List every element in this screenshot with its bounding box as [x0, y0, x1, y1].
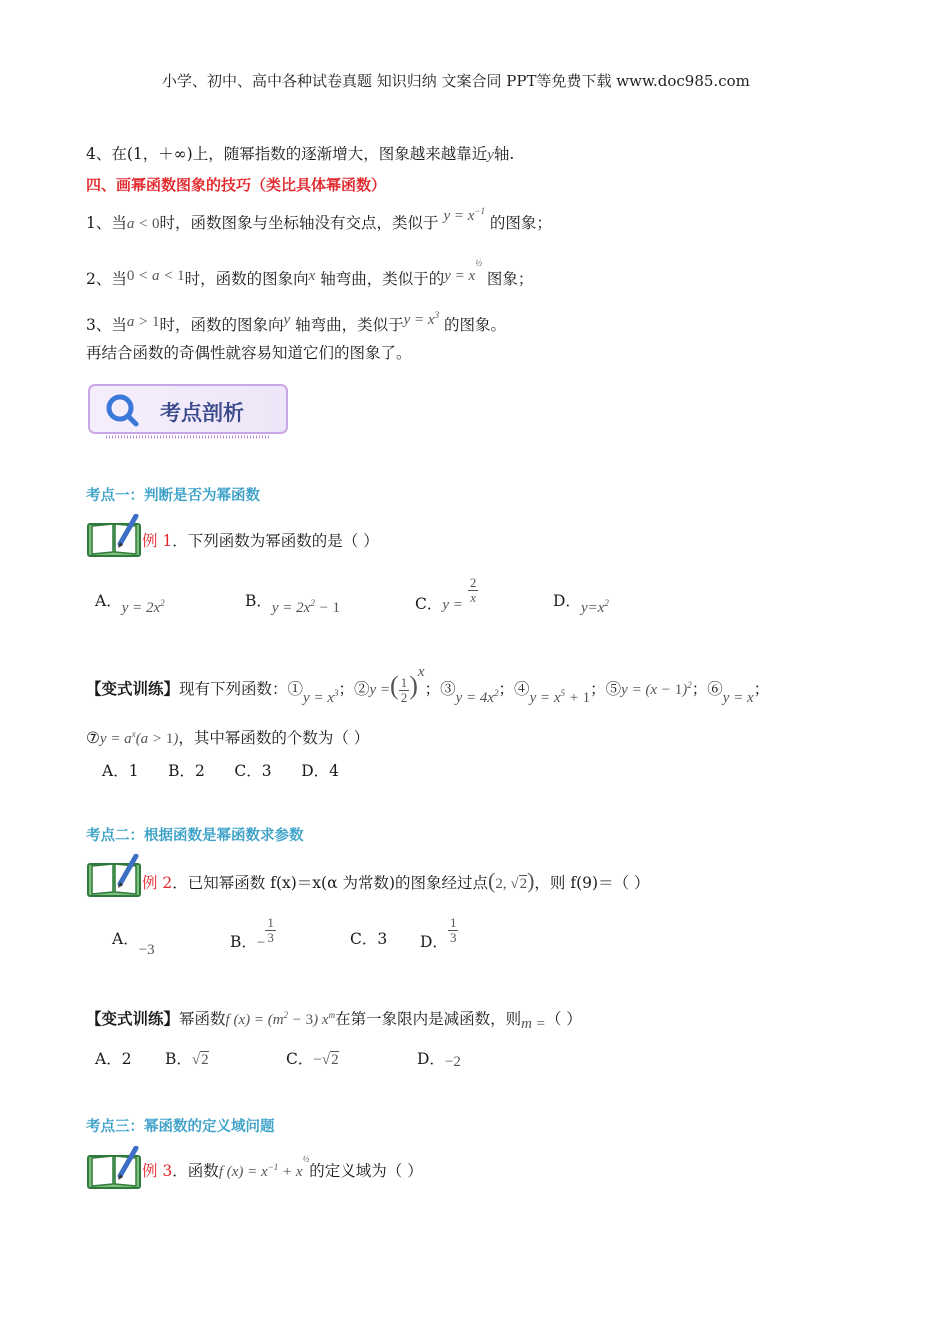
- option-d-math: $y=x^2$: [580, 598, 609, 616]
- example-2-option-c[interactable]: C．3: [350, 930, 388, 948]
- example-1-option-b[interactable]: [245, 590, 340, 616]
- example-2: [142, 870, 649, 895]
- ex2-option-a-math: −3: [138, 942, 155, 958]
- option-c-math: y =: [442, 596, 463, 613]
- tip-1-text-b: 时，函数图象与坐标轴没有交点，类似于: [159, 214, 439, 232]
- example-1-text: ．下列函数为幂函数的是（ ）: [172, 532, 379, 550]
- example-1-label: 例 1: [142, 532, 173, 550]
- example-1-option-d[interactable]: [553, 590, 609, 616]
- tip-2-text-c: 轴弯曲，类似于的: [320, 270, 445, 288]
- example-2-text-b: ，则 f(9)＝（ ）: [534, 874, 650, 892]
- tip-1: [86, 206, 552, 235]
- example-1: [142, 530, 379, 552]
- item-4-suffix: 轴.: [493, 145, 515, 163]
- circled-7: ⑦: [86, 729, 100, 747]
- item-4-var: y: [487, 147, 494, 163]
- variant-2-option-b[interactable]: [165, 1048, 209, 1071]
- circled-4: ④: [514, 680, 530, 698]
- point-math: (2, √2): [488, 868, 535, 893]
- func-2-fraction: $\frac{1}{2}$: [400, 674, 408, 705]
- example-2-option-b[interactable]: B．− $\frac{1}{3}$: [230, 915, 274, 951]
- math-y-x-cubed: $y = x^3$: [403, 310, 440, 328]
- variant-2-text-c: （ ）: [545, 1010, 582, 1028]
- variant-1-label: 【变式训练】: [86, 679, 180, 698]
- func-3: $y = 4x^2$: [455, 688, 499, 706]
- kaodian-3-title: 考点三：幂函数的定义域问题: [86, 1119, 275, 1135]
- example-3-text-a: ．函数: [172, 1162, 219, 1180]
- func-5: $y = (x - 1)^2$: [621, 680, 692, 698]
- tip-2-text-b: 时，函数的图象向: [184, 270, 309, 288]
- option-b-label: B．: [245, 592, 272, 610]
- variant-2-label: 【变式训练】: [86, 1009, 180, 1028]
- math-y: y: [283, 312, 291, 328]
- variant-1-options[interactable]: A．1 B．2 C．3 D．4: [102, 762, 340, 780]
- variant-2: [86, 1008, 582, 1031]
- math-0-a-1: 0 < a < 1: [126, 268, 185, 284]
- example-3-label: 例 3: [142, 1162, 173, 1180]
- tip-2-text-d: 图象；: [486, 270, 534, 288]
- variant-1-tail: ，其中幂函数的个数为（ ）: [178, 729, 370, 747]
- v2-option-b-math: √2: [191, 1052, 209, 1068]
- ex2-option-a-label: A．: [112, 930, 139, 948]
- variant-1: 【变式训练】现有下列函数：①y = $x^3$；②y =( $\frac{1}{2}$ )$^x$；③y = $4x^2$；④y = $x^5 + 1$；⑤y = $(x - 1)^2$；⑥y = x；: [86, 663, 770, 706]
- v2-option-b-label: B．: [165, 1050, 192, 1068]
- option-b-math: $y = 2x^2 - 1$: [271, 598, 340, 616]
- math-a-lt-0: a < 0: [126, 216, 160, 232]
- tip-2-text-a: 2、当: [86, 270, 127, 288]
- book-icon: [86, 854, 142, 898]
- func-6: y = x: [722, 690, 754, 706]
- variant-2-text-a: 幂函数: [179, 1010, 226, 1028]
- variant-2-m: m =: [521, 1016, 546, 1032]
- book-icon: [86, 1146, 142, 1190]
- item-4: [86, 143, 514, 166]
- func-1: $y = x^3$: [303, 688, 339, 706]
- option-c-label: C．: [415, 594, 443, 613]
- example-1-option-a[interactable]: [95, 590, 165, 616]
- variant-1-text: 现有下列函数：: [179, 680, 288, 698]
- func-7: $y = a^x(a > 1)$: [99, 729, 179, 747]
- v2-option-c-label: C．: [286, 1050, 314, 1068]
- example-1-option-c[interactable]: [415, 575, 478, 613]
- v2-option-d-math: −2: [444, 1054, 461, 1070]
- math-y-x-half: $y = x^{\frac{1}{2}}$: [444, 258, 482, 284]
- kaodian-1-title: 考点一：判断是否为幂函数: [86, 488, 260, 504]
- math-a-gt-1: a > 1: [126, 314, 160, 330]
- variant-2-text-b: 在第一象限内是减函数，则: [335, 1010, 522, 1028]
- ex2-option-b-fraction: $\frac{1}{3}$: [267, 915, 274, 945]
- example-2-label: 例 2: [142, 874, 173, 892]
- tip-1-text-c: 的图象；: [489, 214, 552, 232]
- func-4: $y = x^5 + 1$: [529, 688, 591, 706]
- circled-6: ⑥: [707, 680, 723, 698]
- option-c-fraction: $\frac{2}{x}$: [469, 575, 477, 605]
- circled-1: ①: [287, 680, 304, 698]
- variant-1-line-2: [86, 727, 369, 750]
- circled-3: ③: [440, 680, 456, 698]
- tip-3-text-d: 的图象。: [444, 316, 507, 334]
- tip-1-text-a: 1、当: [86, 214, 127, 232]
- kaodian-2-title: 考点二：根据函数是幂函数求参数: [86, 828, 304, 844]
- math-y-x-neg1: $y = x^{-1}$: [443, 206, 485, 224]
- tip-3-text-a: 3、当: [86, 316, 127, 334]
- v2-option-d-label: D．: [417, 1050, 445, 1068]
- tip-3-text-b: 时，函数的图象向: [159, 316, 284, 334]
- func-2: y =: [369, 682, 391, 698]
- option-a-label: A．: [95, 592, 122, 610]
- variant-2-option-c[interactable]: [286, 1048, 339, 1071]
- book-icon: [86, 514, 142, 558]
- option-d-label: D．: [553, 592, 581, 610]
- example-2-option-a[interactable]: [112, 928, 155, 958]
- tip-2: [86, 258, 534, 291]
- example-2-option-d[interactable]: [420, 915, 458, 951]
- circled-5: ⑤: [605, 680, 622, 698]
- variant-2-func: f $(x) = (m^2 - 3)$ $x^m$: [225, 1010, 336, 1028]
- variant-2-option-a[interactable]: A．2: [95, 1050, 132, 1068]
- circled-2: ②: [354, 680, 370, 698]
- section-4-title: 四、画幂函数图象的技巧（类比具体幂函数）: [86, 176, 387, 194]
- variant-2-option-d[interactable]: [417, 1048, 461, 1071]
- tip-3: [86, 310, 507, 337]
- page-header: 小学、初中、高中各种试卷真题 知识归纳 文案合同 PPT等免费下载 www.doc985.com: [162, 72, 750, 90]
- example-3-func: f $(x) = x^{-1} + x^{\frac{1}{2}}$: [218, 1154, 310, 1180]
- badge-title: 考点剖析: [160, 401, 244, 425]
- ex2-option-d-fraction: $\frac{1}{3}$: [449, 915, 457, 945]
- ex2-option-d-label: D．: [420, 932, 448, 951]
- v2-option-c-math: −√2: [313, 1052, 339, 1068]
- example-3-text-b: 的定义域为（ ）: [309, 1162, 423, 1180]
- tip-3-text-c: 轴弯曲，类似于: [295, 316, 404, 334]
- math-x: x: [308, 268, 316, 284]
- option-a-math: $y = 2x^2$: [121, 598, 165, 616]
- ex2-option-b-label: B．: [230, 932, 257, 951]
- example-3: [142, 1154, 423, 1183]
- item-4-prefix: 4、在(1，＋∞)上，随幂指数的逐渐增大，图象越来越靠近: [86, 145, 488, 163]
- example-2-text-a: ．已知幂函数 f(x)＝x(α 为常数)的图象经过点: [172, 874, 489, 892]
- closing-line: 再结合函数的奇偶性就容易知道它们的图象了。: [86, 344, 412, 362]
